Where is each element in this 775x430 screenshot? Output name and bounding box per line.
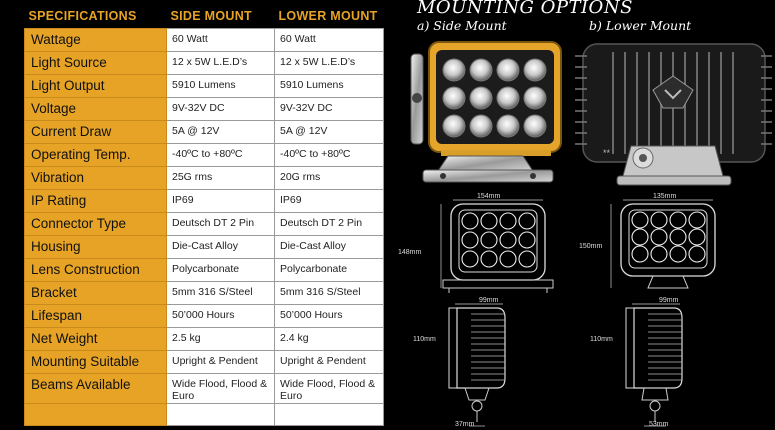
drawing-led-circle bbox=[670, 229, 686, 245]
spec-row bbox=[25, 213, 384, 236]
spec-header-row bbox=[25, 4, 384, 29]
spec-row bbox=[25, 75, 384, 98]
spec-row bbox=[25, 404, 384, 426]
lower-height-dim: 150mm bbox=[579, 243, 603, 250]
side-height-dim: 148mm bbox=[398, 249, 422, 256]
spec-label: Mounting Suitable bbox=[25, 351, 167, 374]
led-lens bbox=[443, 87, 465, 109]
side-width-dim: 154mm bbox=[477, 193, 501, 200]
spec-label: Lifespan bbox=[25, 305, 167, 328]
spec-row bbox=[25, 167, 384, 190]
side-depth-height-dim: 110mm bbox=[413, 336, 436, 343]
spec-side-value: Wide Flood, Flood & Euro bbox=[167, 374, 275, 404]
drawing-led-circle bbox=[500, 213, 516, 229]
led-lens bbox=[443, 115, 465, 137]
spec-side-value: Polycarbonate bbox=[167, 259, 275, 282]
drawing-led-circle bbox=[651, 229, 667, 245]
spec-side-value bbox=[167, 404, 275, 426]
led-lens bbox=[524, 59, 546, 81]
spec-side-value: IP69 bbox=[167, 190, 275, 213]
drawing-led-circle bbox=[651, 246, 667, 262]
drawing-led-circle bbox=[632, 246, 648, 262]
spec-label: Lens Construction bbox=[25, 259, 167, 282]
spec-lower-value: 50’000 Hours bbox=[275, 305, 384, 328]
spec-label: Beams Available bbox=[25, 374, 167, 404]
spec-label: Operating Temp. bbox=[25, 144, 167, 167]
spec-side-value: 12 x 5W L.E.D’s bbox=[167, 52, 275, 75]
spec-side-value: Upright & Pendent bbox=[167, 351, 275, 374]
led-lens bbox=[497, 115, 519, 137]
drawing-led-circle bbox=[519, 251, 535, 267]
lower-mount-light-photo bbox=[573, 36, 773, 191]
lower-depth-height-dim: 110mm bbox=[590, 336, 613, 343]
led-lens bbox=[497, 87, 519, 109]
spec-label: Net Weight bbox=[25, 328, 167, 351]
drawing-led-circle bbox=[689, 246, 705, 262]
led-lens bbox=[497, 59, 519, 81]
drawing-led-circle bbox=[481, 232, 497, 248]
drawing-led-circle bbox=[670, 212, 686, 228]
spec-row bbox=[25, 52, 384, 75]
spec-side-value: 25G rms bbox=[167, 167, 275, 190]
side-depth-dim: 99mm bbox=[479, 297, 499, 304]
spec-lower-value: Wide Flood, Flood & Euro bbox=[275, 374, 384, 404]
asterisk-note: ** bbox=[603, 148, 611, 158]
spec-row bbox=[25, 259, 384, 282]
drawing-led-circle bbox=[462, 213, 478, 229]
spec-lower-value: 5mm 316 S/Steel bbox=[275, 282, 384, 305]
spec-lower-value: Upright & Pendent bbox=[275, 351, 384, 374]
spec-label: Vibration bbox=[25, 167, 167, 190]
lower-mount-side-drawing bbox=[608, 300, 698, 428]
led-lens bbox=[443, 59, 465, 81]
spec-side-value: 2.5 kg bbox=[167, 328, 275, 351]
mounting-options-panel bbox=[383, 0, 775, 430]
spec-row bbox=[25, 351, 384, 374]
spec-row bbox=[25, 29, 384, 52]
spec-side-value: 5A @ 12V bbox=[167, 121, 275, 144]
lower-width-dim: 135mm bbox=[653, 193, 677, 200]
spec-row bbox=[25, 328, 384, 351]
spec-lower-value: 20G rms bbox=[275, 167, 384, 190]
led-lens bbox=[524, 87, 546, 109]
spec-side-value: Die-Cast Alloy bbox=[167, 236, 275, 259]
spec-lower-value: 9V-32V DC bbox=[275, 98, 384, 121]
drawing-led-circle bbox=[632, 212, 648, 228]
lower-depth-dim: 99mm bbox=[659, 297, 679, 304]
spec-row bbox=[25, 190, 384, 213]
lower-mount-front-drawing bbox=[593, 196, 753, 296]
drawing-led-circle bbox=[500, 251, 516, 267]
spec-label: Bracket bbox=[25, 282, 167, 305]
mounting-options-title: MOUNTING OPTIONS bbox=[417, 0, 633, 18]
lower-mount-label: b) Lower Mount bbox=[589, 18, 692, 33]
side-mount-label: a) Side Mount bbox=[417, 18, 507, 33]
spec-side-value: Deutsch DT 2 Pin bbox=[167, 213, 275, 236]
spec-label: Connector Type bbox=[25, 213, 167, 236]
spec-label: IP Rating bbox=[25, 190, 167, 213]
header-lower-mount: LOWER MOUNT bbox=[275, 4, 384, 29]
spec-lower-value: 2.4 kg bbox=[275, 328, 384, 351]
spec-label: Wattage bbox=[25, 29, 167, 52]
drawing-led-circle bbox=[519, 232, 535, 248]
spec-row bbox=[25, 121, 384, 144]
spec-lower-value: 5910 Lumens bbox=[275, 75, 384, 98]
spec-lower-value: 12 x 5W L.E.D’s bbox=[275, 52, 384, 75]
spec-lower-value: Die-Cast Alloy bbox=[275, 236, 384, 259]
spec-row bbox=[25, 374, 384, 404]
spec-side-value: 5910 Lumens bbox=[167, 75, 275, 98]
led-lens bbox=[470, 115, 492, 137]
drawing-led-circle bbox=[462, 251, 478, 267]
spec-table bbox=[24, 4, 384, 426]
side-base-dim: 37mm bbox=[455, 421, 475, 428]
spec-row bbox=[25, 98, 384, 121]
drawing-led-circle bbox=[689, 229, 705, 245]
spec-lower-value: -40ºC to +80ºC bbox=[275, 144, 384, 167]
spec-row bbox=[25, 236, 384, 259]
spec-lower-value: IP69 bbox=[275, 190, 384, 213]
led-lens bbox=[470, 59, 492, 81]
drawing-led-circle bbox=[651, 212, 667, 228]
spec-row bbox=[25, 144, 384, 167]
spec-side-value: 50’000 Hours bbox=[167, 305, 275, 328]
spec-row bbox=[25, 305, 384, 328]
spec-label: Housing bbox=[25, 236, 167, 259]
drawing-led-circle bbox=[481, 251, 497, 267]
side-mount-front-drawing bbox=[403, 196, 568, 296]
side-mount-side-drawing bbox=[431, 300, 521, 428]
spec-lower-value: 5A @ 12V bbox=[275, 121, 384, 144]
spec-side-value: 60 Watt bbox=[167, 29, 275, 52]
spec-side-value: 5mm 316 S/Steel bbox=[167, 282, 275, 305]
spec-label bbox=[25, 404, 167, 426]
spec-label: Voltage bbox=[25, 98, 167, 121]
drawing-led-circle bbox=[670, 246, 686, 262]
lower-base-dim: 53mm bbox=[649, 421, 669, 428]
header-side-mount: SIDE MOUNT bbox=[167, 4, 275, 29]
spec-lower-value: Deutsch DT 2 Pin bbox=[275, 213, 384, 236]
drawing-led-circle bbox=[519, 213, 535, 229]
drawing-led-circle bbox=[500, 232, 516, 248]
led-lens bbox=[470, 87, 492, 109]
spec-label: Light Output bbox=[25, 75, 167, 98]
drawing-led-circle bbox=[462, 232, 478, 248]
spec-lower-value bbox=[275, 404, 384, 426]
header-specifications: SPECIFICATIONS bbox=[25, 4, 167, 29]
drawing-led-circle bbox=[481, 213, 497, 229]
drawing-led-circle bbox=[632, 229, 648, 245]
spec-side-value: 9V-32V DC bbox=[167, 98, 275, 121]
spec-lower-value: 60 Watt bbox=[275, 29, 384, 52]
drawing-led-circle bbox=[689, 212, 705, 228]
side-mount-light-photo bbox=[403, 36, 568, 191]
led-lens bbox=[524, 115, 546, 137]
spec-row bbox=[25, 282, 384, 305]
spec-label: Light Source bbox=[25, 52, 167, 75]
spec-side-value: -40ºC to +80ºC bbox=[167, 144, 275, 167]
spec-lower-value: Polycarbonate bbox=[275, 259, 384, 282]
spec-label: Current Draw bbox=[25, 121, 167, 144]
